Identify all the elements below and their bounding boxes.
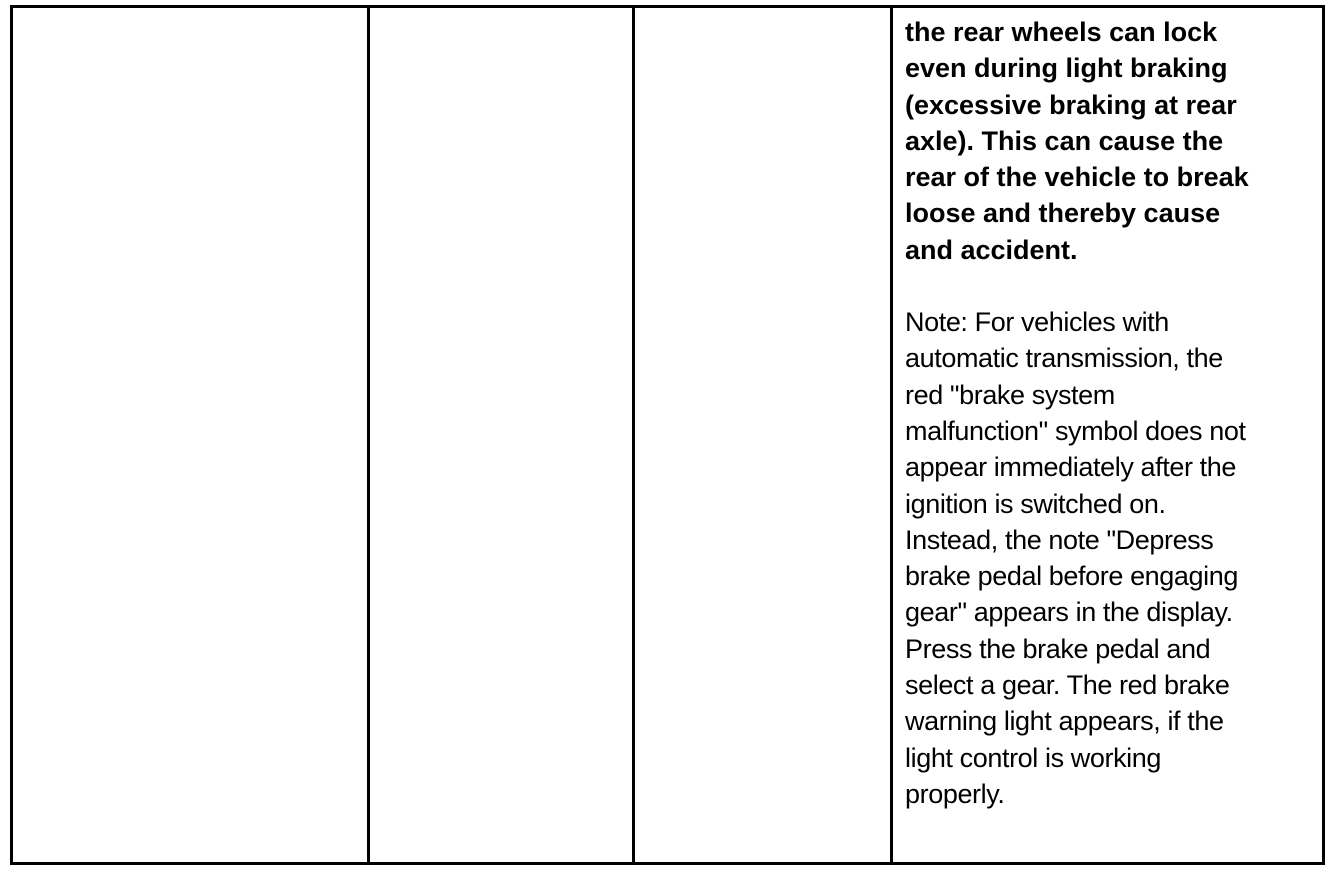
table-row <box>12 7 1324 864</box>
cell-3-text <box>635 8 890 14</box>
cell-2-text <box>370 8 632 14</box>
table-cell-2 <box>369 7 634 864</box>
table-cell-1 <box>12 7 369 864</box>
note-paragraph: Note: For vehicles with automatic transmission, the red "brake system malfunction" symbol does not appear immediately after the ignition is switched on. Instead, the note "Depress brake pedal before engaging gear" appears in the display. Press the brake pedal and select a gear. The red brake warning light appears, if the light control is working properly. <box>905 307 1246 809</box>
cell-4-content <box>893 8 1322 812</box>
warning-paragraph: the rear wheels can lock even during light braking (excessive braking at rear axle). This can cause the rear of the vehicle to break loose and thereby cause and accident. <box>905 17 1249 265</box>
table-cell-4 <box>892 7 1324 864</box>
cell-1-text <box>13 8 367 14</box>
document-table <box>10 5 1325 865</box>
table-cell-3 <box>634 7 892 864</box>
